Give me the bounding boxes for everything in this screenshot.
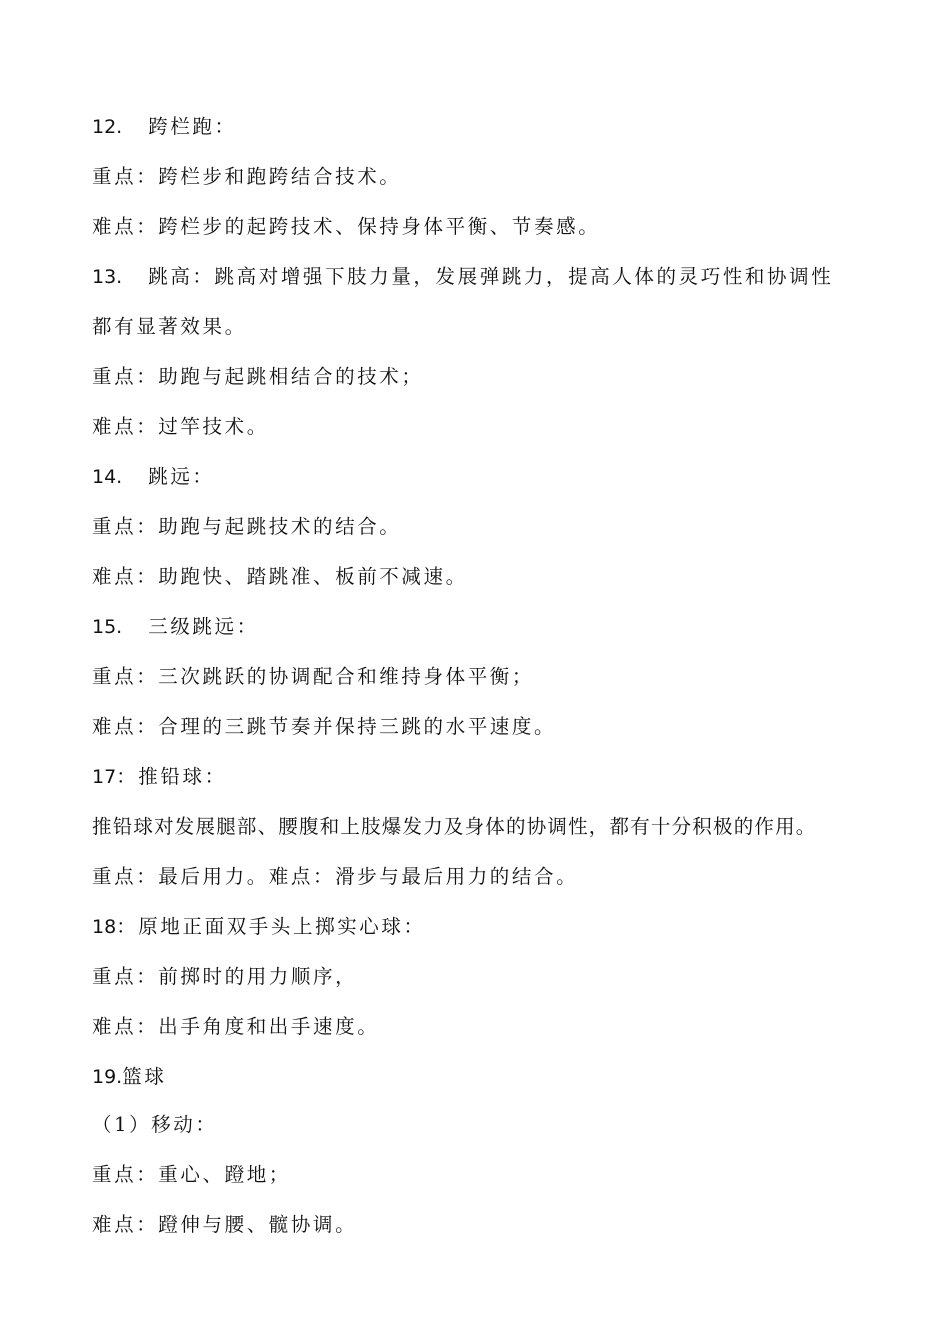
paragraph-continuation: [92, 314, 247, 340]
heading-text: 跳远：: [148, 465, 215, 488]
heading-text: 三级跳远：: [148, 615, 259, 638]
difficulty-line: [92, 564, 468, 590]
heading-shot-put: [92, 764, 227, 790]
heading-text: 跨栏跑：: [148, 115, 237, 138]
key-point-line: [92, 364, 424, 390]
line-text: 难点：蹬伸与腰、髋协调。: [92, 1213, 358, 1236]
key-point-line: [92, 1162, 291, 1188]
item-number: 18: [92, 916, 117, 938]
line-text: 难点：过竿技术。: [92, 415, 269, 438]
line-text: 重点：助跑与起跳技术的结合。: [92, 515, 402, 538]
item-number: 12.: [92, 116, 123, 138]
item-number: 14.: [92, 466, 123, 488]
heading-text: ：推铅球：: [116, 765, 227, 788]
line-text: 推铅球对发展腿部、腰腹和上肢爆发力及身体的协调性，都有十分积极的作用。: [92, 815, 817, 838]
item-number: 19.: [92, 1066, 123, 1088]
subheading-movement: [92, 1112, 218, 1138]
difficulty-line: [92, 714, 556, 740]
difficulty-line: [92, 1212, 357, 1238]
line-text: 重点：三次跳跃的协调配合和维持身体平衡；: [92, 665, 535, 688]
difficulty-line: [92, 214, 600, 240]
item-number: 17: [92, 766, 117, 788]
key-point-line: [92, 514, 401, 540]
line-text: 难点：助跑快、踏跳准、板前不减速。: [92, 565, 468, 588]
heading-basketball: [92, 1064, 166, 1090]
line-text: （1）移动：: [92, 1113, 218, 1136]
line-text: 难点：出手角度和出手速度。: [92, 1015, 380, 1038]
heading-high-jump: [92, 264, 833, 290]
line-text: 难点：跨栏步的起跨技术、保持身体平衡、节奏感。: [92, 215, 601, 238]
heading-long-jump: [92, 464, 215, 490]
difficulty-line: [92, 414, 269, 440]
line-text: 重点：最后用力。难点：滑步与最后用力的结合。: [92, 865, 579, 888]
item-number: 13.: [92, 266, 123, 288]
heading-hurdles: [92, 114, 237, 140]
heading-triple-jump: [92, 614, 259, 640]
heading-text: 篮球: [122, 1065, 167, 1088]
heading-text: 跳高：跳高对增强下肢力量，发展弹跳力，提高人体的灵巧性和协调性: [148, 265, 834, 288]
line-text: 都有显著效果。: [92, 315, 247, 338]
line-text: 难点：合理的三跳节奏并保持三跳的水平速度。: [92, 715, 557, 738]
line-text: 重点：助跑与起跳相结合的技术；: [92, 365, 424, 388]
difficulty-line: [92, 1014, 379, 1040]
line-text: 重点：前掷时的用力顺序，: [92, 965, 358, 988]
key-point-line: [92, 164, 401, 190]
item-number: 15.: [92, 616, 123, 638]
line-text: 重点：重心、蹬地；: [92, 1163, 291, 1186]
key-point-line: [92, 864, 578, 890]
heading-medicine-ball: [92, 914, 426, 940]
paragraph-line: [92, 814, 817, 840]
heading-text: ：原地正面双手头上掷实心球：: [116, 915, 426, 938]
key-point-line: [92, 664, 534, 690]
key-point-line: [92, 964, 357, 990]
line-text: 重点：跨栏步和跑跨结合技术。: [92, 165, 402, 188]
